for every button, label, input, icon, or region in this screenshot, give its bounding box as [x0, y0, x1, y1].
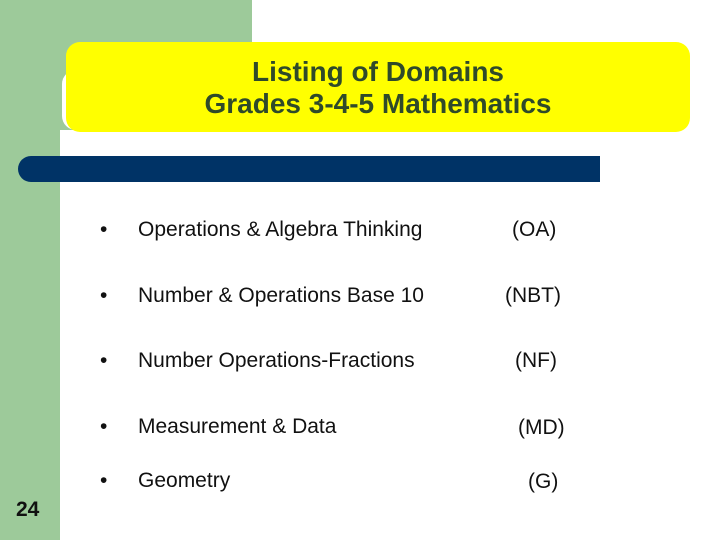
- domain-abbreviation: (NF): [515, 349, 557, 372]
- side-panel: [0, 0, 60, 540]
- domain-label: Geometry: [138, 469, 231, 492]
- accent-bar: [18, 156, 600, 182]
- bullet: •: [100, 284, 108, 307]
- slide-title-box: [66, 42, 690, 132]
- domain-label: Operations & Algebra Thinking: [138, 218, 423, 241]
- page-number: 24: [16, 498, 40, 521]
- bullet: •: [100, 415, 108, 438]
- domain-abbreviation: (NBT): [505, 284, 561, 307]
- domain-label: Number Operations-Fractions: [138, 349, 415, 372]
- bullet: •: [100, 469, 108, 492]
- domain-abbreviation: (MD): [518, 416, 565, 439]
- bullet: •: [100, 349, 108, 372]
- slide-title: Listing of Domains: [252, 56, 504, 87]
- domain-abbreviation: (OA): [512, 218, 557, 241]
- bullet: •: [100, 218, 108, 241]
- domain-label: Number & Operations Base 10: [138, 284, 424, 307]
- domain-label: Measurement & Data: [138, 415, 337, 438]
- domain-abbreviation: (G): [528, 470, 559, 493]
- slide-subtitle: Grades 3-4-5 Mathematics: [204, 88, 552, 119]
